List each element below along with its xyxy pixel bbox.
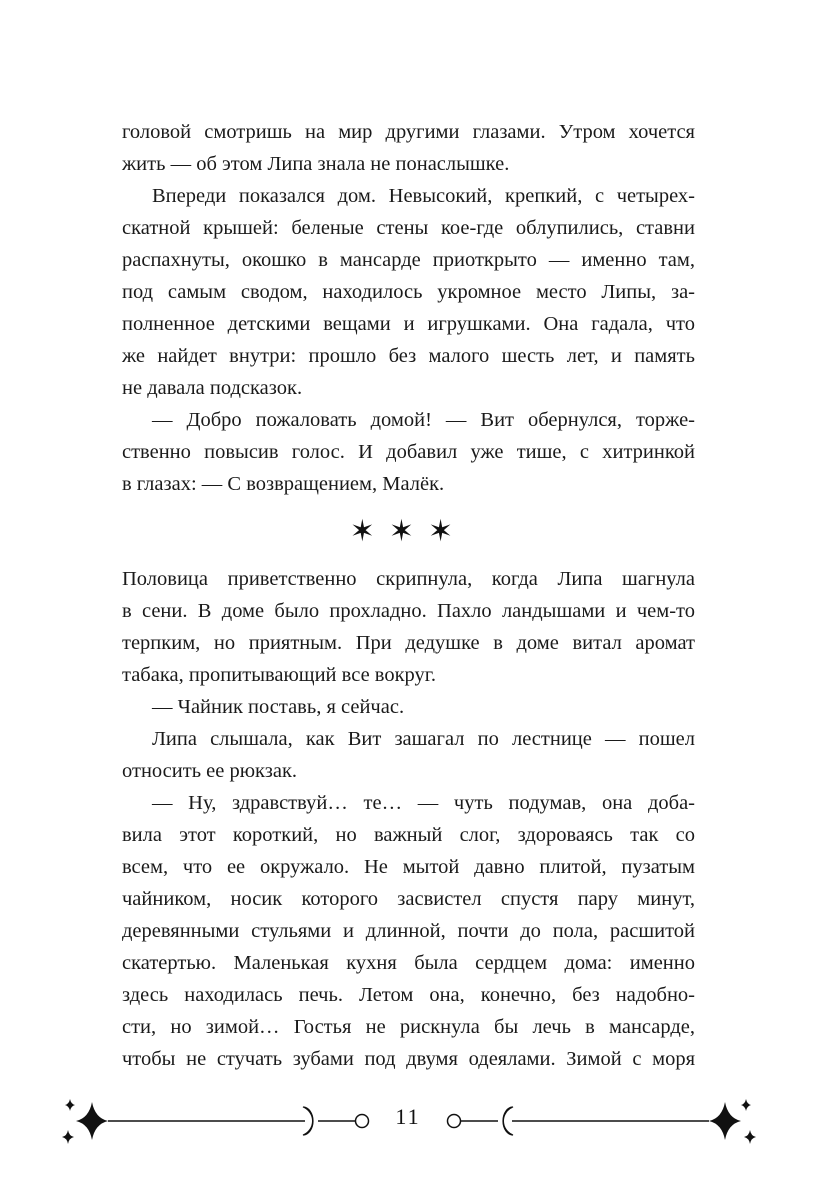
text-line: терпким, но приятным. При дедушке в доме витал аромат [122,632,695,654]
text-line: чайником, носик которого засвистел спустя пару минут, [122,888,695,910]
text-line: ственно повысив голос. И добавил уже тише, с хитринкой [122,441,695,463]
page-number: 11 [395,1104,421,1129]
text-line: скатертью. Маленькая кухня была сердцем дома: именно [122,952,695,974]
text-line: вила этот короткий, но важный слог, здороваясь так со [122,824,695,846]
text-line: чтобы не стучать зубами под двумя одеялами. Зимой с моря [122,1048,695,1070]
star-icon [709,1102,741,1140]
star-icon [62,1130,74,1144]
crescent-moon-icon [503,1107,513,1135]
text-line: распахнуты, окошко в мансарде приоткрыто — именно там, [122,249,695,271]
circle-ornament-icon [448,1115,461,1128]
text-block-upper [122,116,695,500]
star-icon [76,1102,108,1140]
text-line: Половица приветственно скрипнула, когда Липа шагнула [122,568,695,590]
text-line: сти, но зимой… Гостья не рискнула бы лечь в мансарде, [122,1016,695,1038]
star-icon [744,1130,756,1144]
page-footer [0,1090,817,1160]
star-icon [741,1099,751,1111]
text-line: головой смотришь на мир другими глазами. Утром хочется [122,121,695,143]
text-line: Впереди показался дом. Невысокий, крепкий, с четырех- [152,185,695,207]
star-icon [65,1099,75,1111]
text-line: относить ее рюкзак. [122,760,298,782]
text-line: табака, пропитывающий все вокруг. [122,664,436,686]
text-line: в сени. В доме было прохладно. Пахло ландышами и чем-то [122,600,695,622]
text-line: — Чайник поставь, я сейчас. [152,696,405,718]
text-line: в глазах: — С возвращением, Малёк. [122,473,445,495]
text-line: всем, что ее окружало. Не мытой давно плитой, пузатым [122,856,695,878]
text-line: Липа слышала, как Вит зашагал по лестнице — пошел [152,728,695,750]
text-line: — Добро пожаловать домой! — Вит обернулся, торже- [152,409,695,431]
text-line: же найдет внутри: прошло без малого шесть лет, и память [122,345,695,367]
text-line: деревянными стульями и длинной, почти до пола, расшитой [122,920,695,942]
text-line: жить — об этом Липа знала не понаслышке. [122,153,510,175]
section-separator: ✶✶✶ [349,515,468,548]
circle-ornament-icon [356,1115,369,1128]
text-line: не давала подсказок. [122,377,303,399]
text-line: полненное детскими вещами и игрушками. Она гадала, что [122,313,695,335]
text-line: — Ну, здравствуй… те… — чуть подумав, она доба- [152,792,695,814]
text-block-lower [122,563,695,1075]
text-line: под самым сводом, находилось укромное место Липы, за- [122,281,695,303]
text-line: здесь находилась печь. Летом она, конечно, без надобно- [122,984,695,1006]
text-line: скатной крышей: беленые стены кое-где облупились, ставни [122,217,695,239]
